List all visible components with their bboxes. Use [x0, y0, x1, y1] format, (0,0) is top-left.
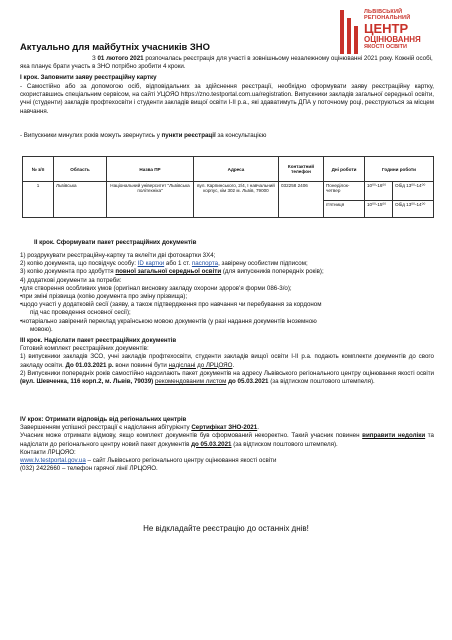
step2-title: ІІ крок. Сформувати пакет реєстраційних документів	[34, 239, 197, 246]
list-item: •для створення особливих умов (оригінал висновку закладу охорони здоров’я форми 086-3/о);	[20, 284, 292, 292]
logo-line-4: ОЦІНЮВАННЯ	[364, 35, 421, 44]
table-cell: 10⁰⁰-15⁰⁰	[365, 201, 393, 218]
table-cell: вул. Карпинського, 2/4, І навчальний корпус, кім 302 м. Львів, 79000	[194, 182, 279, 218]
table-header: № з/п	[23, 157, 54, 182]
table-cell: Обід 13⁰⁰-14⁰⁰	[393, 182, 434, 201]
step4-line-1: Завершенням успішної реєстрації є надіслання абітурієнту Сертифікат ЗНО-2021.	[20, 424, 259, 432]
final-note: Не відкладайте реєстрацію до останніх днів!	[143, 524, 309, 533]
step2-list	[20, 252, 434, 334]
table-cell: п'ятниця	[324, 201, 365, 218]
table-cell: 032258 2406	[279, 182, 324, 218]
table-cell: Обід 13⁰⁰-14⁰⁰	[393, 201, 434, 218]
table-cell: 10⁰⁰-16⁰⁰	[365, 182, 393, 201]
phone-line: (032) 2422660 – телефон гарячої лінії ЛРЦОЯО.	[20, 465, 158, 473]
page-title: Актуально для майбутніх учасників ЗНО	[20, 41, 210, 52]
registration-points-table	[22, 156, 434, 218]
logo-line-5: ЯКОСТІ ОСВІТИ	[364, 44, 407, 50]
table-header: Дні роботи	[324, 157, 365, 182]
step4-line-2: Учасник може отримати відмову, якщо комплект документів був сформований некоректно. Такий учасник повинен виправити недоліки та надіслати до регіонального центру новий пакет документів до 05.03.2021 (за відтиском поштового штемпеля).	[20, 432, 434, 448]
logo-line-2: РЕГІОНАЛЬНИЙ	[364, 14, 411, 21]
table-header: Область	[54, 157, 107, 182]
table-header: Назва ПР	[107, 157, 194, 182]
list-item: під час проведення основної сесії);	[30, 309, 131, 317]
step1-bullet-1: - Самостійно або за допомогою осіб, відповідальних за здійснення реєстрації, необхідно сформувати заяву реєстраційну картку, скориставшись спеціальним сервісом, на сайті УЦОЯО https://zno.testportal.com.ua/registration. Випускники закладів загальної середньої освіти, учні (студенти) закладів профтехосвіти і студенти закладів вищої освіти І-ІІ р.а., які здаватимуть ДПА у поточному році, реєструються за місцем навчання.	[20, 83, 434, 115]
step3-item-1: 1) випускники закладів ЗСО, учні закладів профтехосвіти, студенти закладів вищої освіти І-ІІ р.а. подають комплекти документів до свого закладу освіти. До 01.03.2021 р. вони повинні бути надіслані до ЛРЦОЯО.	[20, 353, 434, 369]
table-header: Контактний телефон	[279, 157, 324, 182]
list-item: 4) додаткові документи за потреби:	[20, 276, 122, 284]
step1-title: І крок. Заповнити заяву реєстраційну картку	[20, 74, 157, 81]
step3-item-2: 2) Випускники попередніх років самостійно надсилають пакет документів на адресу Львівського регіонального центру оцінювання якості освіти (вул. Шевченка, 116 корп.2, м. Львів, 79039) рекомендованим листом до 05.03.2021 (за відтиском поштового штемпеля).	[20, 369, 434, 386]
table-cell: Львівська	[54, 182, 107, 218]
lrcoyao-logo	[336, 8, 444, 60]
list-item: •при зміні прізвища (копію документа про зміну прізвища);	[20, 293, 188, 301]
site-line: www.lv.testportal.gov.ua – сайт Львівського регіонального центру оцінювання якості освіти	[20, 457, 277, 465]
list-item: 3) копію документа про здобуття повної загальної середньої освіти (для випускників попередніх років);	[20, 268, 324, 276]
step3-intro: Готовий комплект реєстраційних документів:	[20, 345, 149, 353]
table-cell: Понеділок-четвер	[324, 182, 365, 201]
logo-mark-icon	[336, 10, 362, 54]
list-item: мовою).	[30, 325, 53, 333]
step4-block	[20, 416, 434, 473]
contacts-label: Контакти ЛРЦОЯО:	[20, 448, 76, 456]
table-header: Адреса	[194, 157, 279, 182]
table-cell: Національний університет "Львівська політехніка"	[107, 182, 194, 218]
step1-bullet-2: - Випускники минулих років можуть звернутись у пункти реєстрації за консультацією	[20, 132, 267, 139]
step3-block	[20, 337, 434, 386]
logo-line-1: ЛЬВІВСЬКИЙ	[364, 9, 403, 15]
list-item: 2) копію документа, що посвідчує особу: ID картки або 1 ст. паспорта, завірену особистим підписом;	[20, 260, 308, 268]
list-item: •щодо участі у додатковій сесії (заяву, а також підтвердження про навчання чи перебування за кордоном	[20, 301, 322, 309]
site-link[interactable]: www.lv.testportal.gov.ua	[20, 457, 86, 465]
table-row	[23, 182, 434, 201]
logo-line-3: ЦЕНТР	[364, 21, 409, 36]
table-cell: 1	[23, 182, 54, 218]
table-header-row	[23, 157, 434, 182]
list-item: 1) роздрукувати реєстраційну-картку та вклеїти дві фотокартки 3Х4;	[20, 252, 216, 259]
table-header: Години роботи	[365, 157, 434, 182]
step3-title: ІІІ крок. Надіслати пакет реєстраційних документів	[20, 337, 177, 344]
step4-title: IV крок: Отримати відповідь від регіональних центрів	[20, 416, 187, 423]
list-item: •нотаріально завірений переклад українською мовою документів (у разі надання документів іноземною	[20, 317, 317, 325]
intro-paragraph: З 01 лютого 2021 розпочалась реєстрація для участі в зовнішньому незалежному оцінюванні 2021 року. Кожній особі, яка планує брати участь в ЗНО потрібно зробити 4 кроки.	[20, 55, 433, 71]
